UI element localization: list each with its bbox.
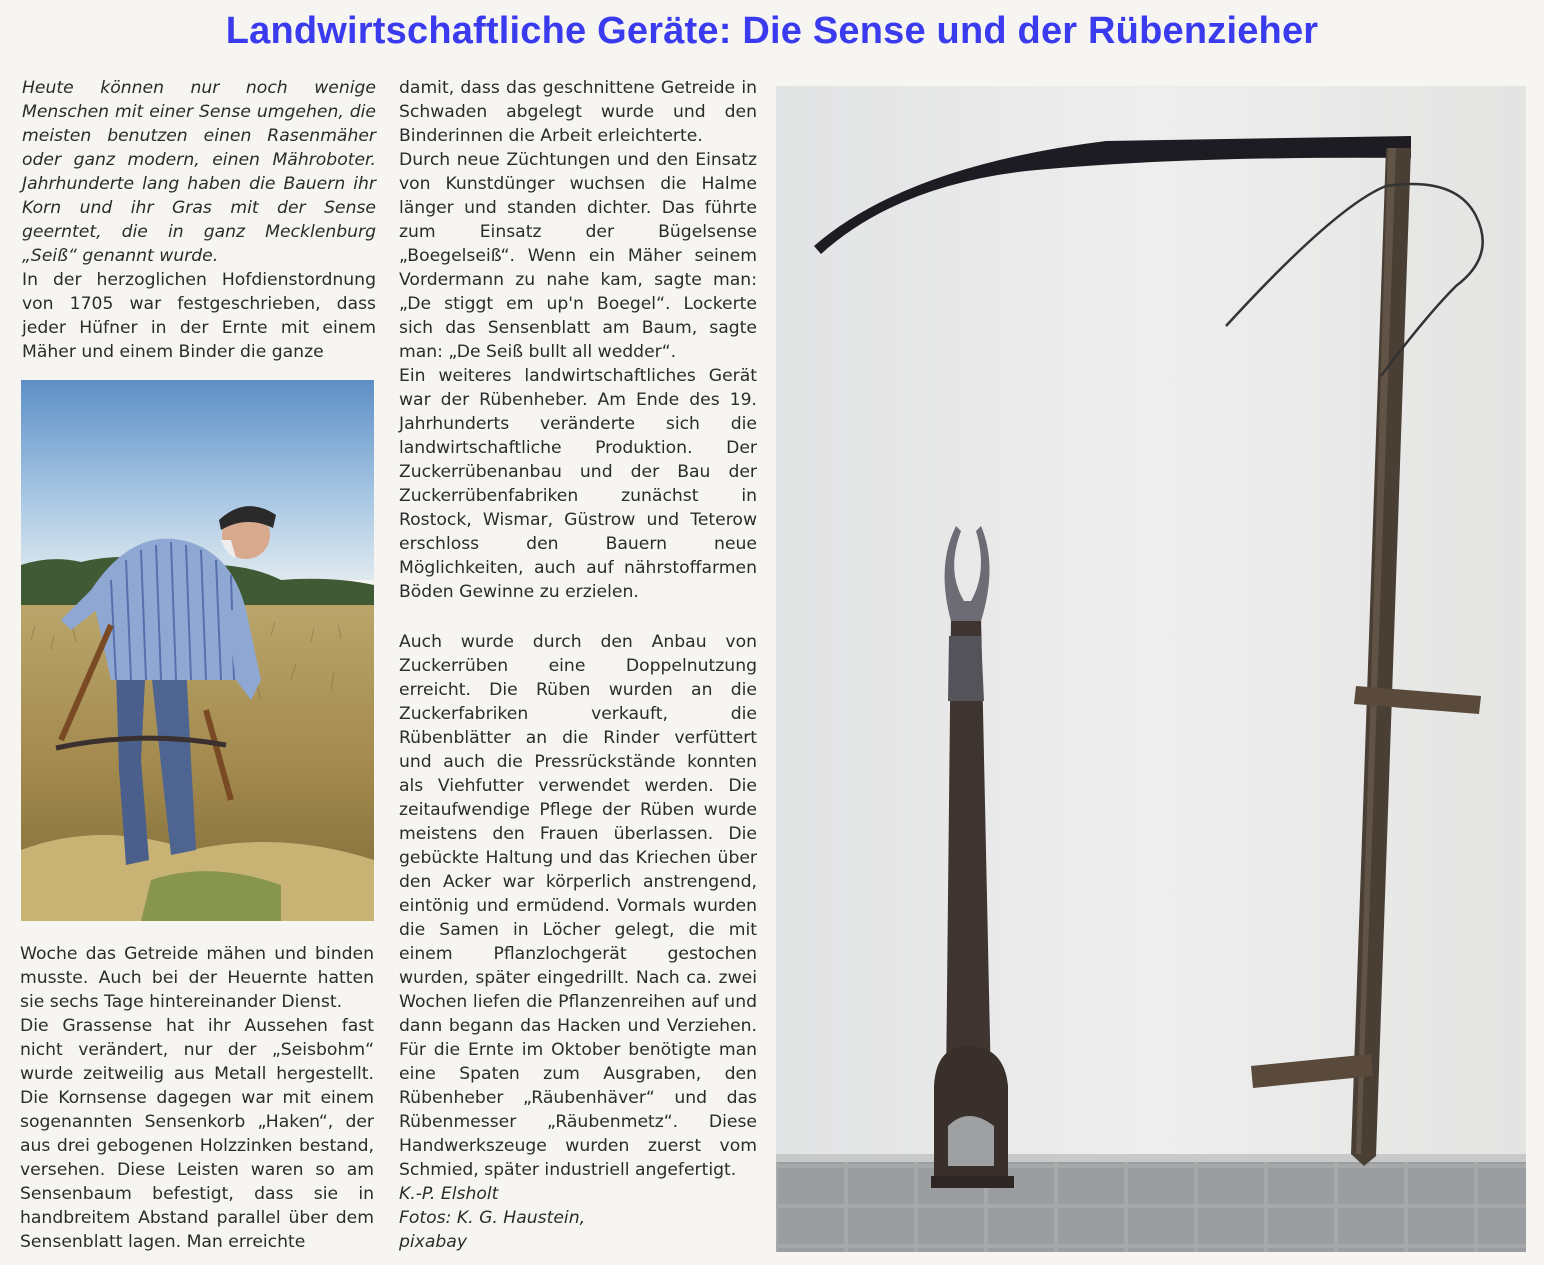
column-1-top (22, 76, 376, 364)
paragraph: Ein weiteres landwirtschaftliches Gerät war der Rübenheber. Am Ende des 19. Jahrhunderts veränderte sich die landwirtschaftliche Produktion. Der Zuckerrübenanbau und der Bau der Zuckerrübenfabriken zunächst in Rostock, Wismar, Güstrow und Teterow erschloss den Bauern neue Möglichkeiten, auch auf nährstoffarmen Böden Gewinne zu erzielen. (399, 366, 757, 602)
paragraph: Auch wurde durch den Anbau von Zuckerrüben eine Doppelnutzung erreicht. Die Rüben wurden an die Zuckerfabriken verkauft, die Rübenblätter an die Rinder verfüttert und auch die Pressrückstände konnten als Viehfutter verwendet werden. Die zeitaufwendige Pflege der Rüben wurde meistens den Frauen überlassen. Die gebückte Haltung und das Kriechen über den Acker war körperlich anstrengend, eintönig und ermüdend. Vormals wurden die Samen in Löcher gelegt, die mit einem Pflanzlochgerät gestochen wurden, später eingedrillt. Nach ca. zwei Wochen liefen die Pflanzenreihen auf und dann begann das Hacken und Verziehen. Für die Ernte im Oktober benötigte man eine Spaten zum Ausgraben, den Rübenheber „Räubenhäver“ und das Rübenmesser „Räubenmetz“. Diese Handwerkszeuge wurden zuerst vom Schmied, später industriell angefertigt. (399, 632, 757, 1180)
column-2-top (399, 76, 757, 604)
farmer-mowing-photo (21, 380, 374, 921)
page-title: Landwirtschaftliche Geräte: Die Sense und der Rübenzieher (225, 10, 1319, 52)
paragraph: Die Grassense hat ihr Aussehen fast nicht verändert, nur der „Seisbohm“ wurde zeitweilig aus Metall hergestellt. Die Kornsense dagegen war mit einem sogenannten Sensenkorb „Haken“, der aus drei gebogenen Holzzinken bestand, versehen. Diese Leisten waren so am Sensenbaum befestigt, dass sie in handbreitem Abstand parallel über dem Sensenblatt lagen. Man erreichte (20, 1016, 374, 1252)
column-2-bottom (399, 630, 757, 1254)
author-signature: K.-P. Elsholt (399, 1184, 499, 1204)
paragraph: damit, dass das geschnittene Getreide in Schwaden abgelegt wurde und den Binderinnen die Arbeit erleichterte. (399, 78, 757, 146)
column-1-bottom (20, 942, 374, 1254)
photo-credit-source: pixabay (399, 1232, 468, 1252)
intro-paragraph: Heute können nur noch wenige Menschen mit einer Sense umgehen, die meisten benutzen einen Rasenmäher oder ganz modern, einen Mähroboter. Jahrhunderte lang haben die Bauern ihr Korn und ihr Gras mit der Sense geerntet, die in ganz Mecklenburg „Seiß“ genannt wurde. (22, 78, 376, 266)
paragraph: Durch neue Züchtungen und den Einsatz von Kunstdünger wuchsen die Halme länger und standen dichter. Das führte zum Einsatz der Bügelsense „Boegelseiß“. Wenn ein Mäher seinem Vordermann zu nahe kam, sagte man: „De stiggt em up'n Boegel“. Lockerte sich das Sensenblatt am Baum, sagte man: „De Seiß bullt all wedder“. (399, 150, 757, 362)
paragraph: In der herzoglichen Hofdienstordnung von 1705 war festgeschrieben, dass jeder Hüfner in der Ernte mit einem Mäher und einem Binder die ganze (22, 270, 376, 362)
paragraph: Woche das Getreide mähen und binden musste. Auch bei der Heuernte hatten sie sechs Tage hintereinander Dienst. (20, 944, 374, 1012)
scythe-and-beet-lifter-photo (776, 86, 1526, 1252)
photo-credit: Fotos: K. G. Haustein, (399, 1208, 586, 1228)
